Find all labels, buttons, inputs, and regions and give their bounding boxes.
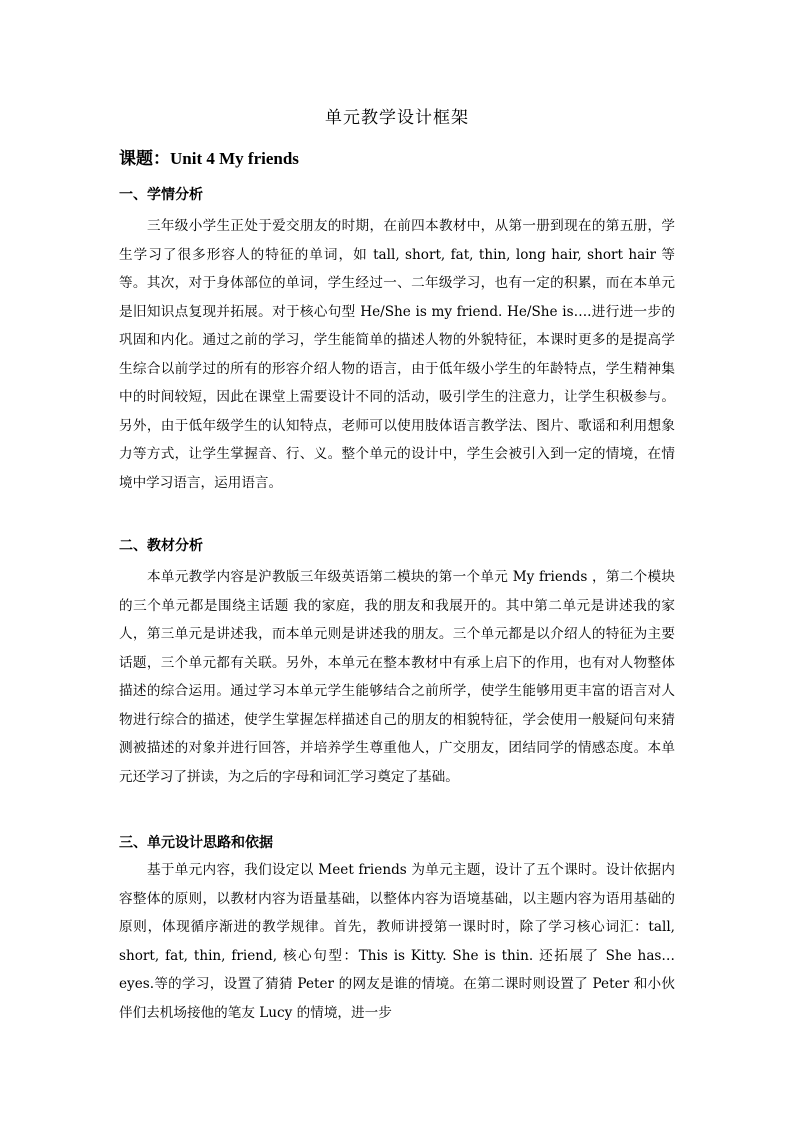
section-heading-design-rationale: 三、单元设计思路和依据 <box>119 835 273 851</box>
section-heading-textbook-analysis: 二、教材分析 <box>119 538 203 554</box>
section-body-textbook-analysis: 本单元教学内容是沪教版三年级英语第二模块的第一个单元 My friends ，第二个模块的三个单元都是围绕主话题 我的家庭，我的朋友和我展开的。其中第二单元是讲述我的家人，第三单元是讲述我，而本单元则是讲述我的朋友。三个单元都是以介绍人的特征为主要话题，三个单元都有关联。另外，本单元在整本教材中有承上启下的作用，也有对人物整体描述的综合运用。通过学习本单元学生能够结合之前所学，使学生能够用更丰富的语言对人物进行综合的描述，使学生掌握怎样描述自己的朋友的相貌特征，学会使用一般疑问句来猜测被描述的对象并进行回答，并培养学生尊重他人，广交朋友，团结同学的情感态度。本单元还学习了拼读，为之后的字母和词汇学习奠定了基础。 <box>119 569 675 785</box>
lesson-title <box>119 147 299 171</box>
section-body-design-rationale: 基于单元内容，我们设定以 Meet friends 为单元主题，设计了五个课时。设计依据内容整体的原则，以教材内容为语量基础，以整体内容为语境基础，以主题内容为语用基础的原则，体现循序渐进的教学规律。首先，教师讲授第一课时时，除了学习核心词汇：tall, short, fat, thin, friend, 核心句型：This is Kitty. She is thin. 还拓展了 She has…eyes.等的学习，设置了猜猜 Peter 的网友是谁的情境。在第二课时则设置了 Peter 和小伙伴们去机场接他的笔友 Lucy 的情境，进一步 <box>119 862 675 1021</box>
lesson-label: 课题： <box>119 149 170 169</box>
lesson-value: Unit 4 My friends <box>170 149 299 168</box>
document-title: 单元教学设计框架 <box>325 108 469 128</box>
section-body-learner-analysis: 三年级小学生正处于爱交朋友的时期，在前四本教材中，从第一册到现在的第五册，学生学习了很多形容人的特征的单词，如 tall, short, fat, thin, long hair, short hair 等等。其次，对于身体部位的单词，学生经过一、二年级学习，也有一定的积累，而在本单元是旧知识点复现并拓展。对于核心句型 He/She is my friend. He/She is….进行进一步的巩固和内化。通过之前的学习，学生能简单的描述人物的外貌特征，本课时更多的是提高学生综合以前学过的所有的形容介绍人物的语言，由于低年级小学生的年龄特点，学生精神集中的时间较短，因此在课堂上需要设计不同的活动，吸引学生的注意力，让学生积极参与。另外，由于低年级学生的认知特点，老师可以使用肢体语言教学法、图片、歌谣和利用想象力等方式，让学生掌握音、行、义。整个单元的设计中，学生会被引入到一定的情境，在情境中学习语言，运用语言。 <box>119 218 675 491</box>
section-heading-learner-analysis: 一、学情分析 <box>119 187 203 203</box>
